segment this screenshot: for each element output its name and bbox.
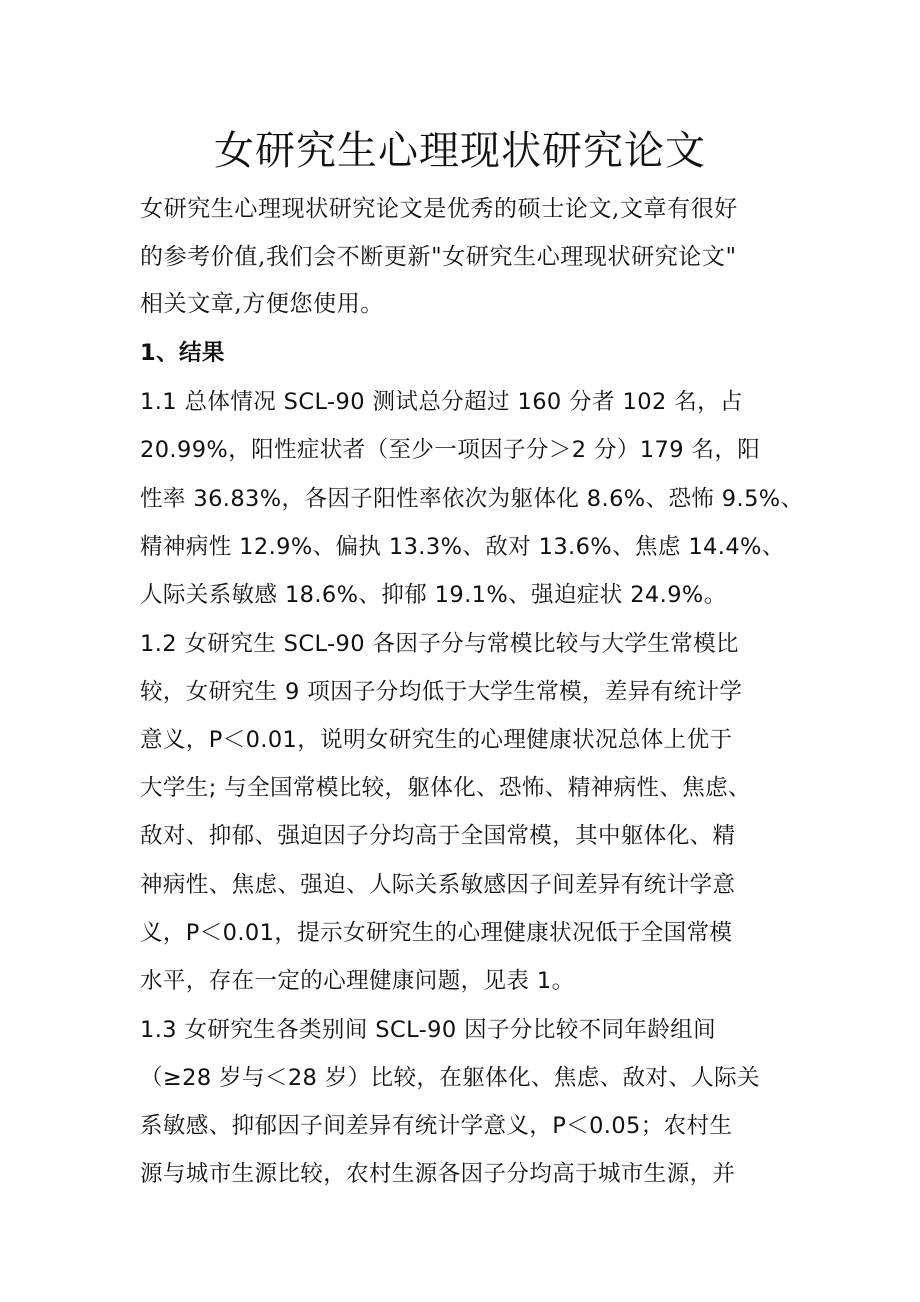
intro-line: 的参考价值,我们会不断更新"女研究生心理现状研究论文": [140, 244, 737, 270]
body-line: 1.2 女研究生 SCL-90 各因子分与常模比较与大学生常模比: [140, 631, 739, 657]
body-line: 大学生; 与全国常模比较，躯体化、恐怖、精神病性、焦虑、: [140, 775, 751, 801]
body-line: （≥28 岁与＜28 岁）比较，在躯体化、焦虑、敌对、人际关: [140, 1065, 760, 1091]
section-heading: 1、结果: [140, 340, 225, 366]
body-line: 意义，P＜0.01，说明女研究生的心理健康状况总体上优于: [140, 727, 733, 753]
body-line: 源与城市生源比较，农村生源各因子分均高于城市生源，并: [140, 1161, 736, 1187]
body-line: 人际关系敏感 18.6%、抑郁 19.1%、强迫症状 24.9%。: [140, 582, 727, 608]
body-line: 义，P＜0.01，提示女研究生的心理健康状况低于全国常模: [140, 920, 733, 946]
body-line: 1.1 总体情况 SCL-90 测试总分超过 160 分者 102 名，占: [140, 389, 743, 415]
body-line: 较，女研究生 9 项因子分均低于大学生常模，差异有统计学: [140, 679, 743, 705]
body-line: 敌对、抑郁、强迫因子分均高于全国常模，其中躯体化、精: [140, 823, 736, 849]
body-line: 1.3 女研究生各类别间 SCL-90 因子分比较不同年龄组间: [140, 1017, 717, 1043]
intro-line: 女研究生心理现状研究论文是优秀的硕士论文,文章有很好: [140, 196, 738, 222]
body-line: 水平，存在一定的心理健康问题，见表 1。: [140, 968, 575, 994]
body-line: 20.99%，阳性症状者（至少一项因子分＞2 分）179 名，阳: [140, 437, 761, 463]
body-line: 精神病性 12.9%、偏执 13.3%、敌对 13.6%、焦虑 14.4%、: [140, 534, 785, 560]
body-line: 系敏感、抑郁因子间差异有统计学意义，P＜0.05；农村生: [140, 1113, 733, 1139]
body-line: 神病性、焦虑、强迫、人际关系敏感因子间差异有统计学意: [140, 872, 736, 898]
document-title: 女研究生心理现状研究论文: [214, 128, 706, 174]
intro-line: 相关文章,方便您使用。: [140, 291, 384, 317]
body-line: 性率 36.83%，各因子阳性率依次为躯体化 8.6%、恐怖 9.5%、: [140, 486, 804, 512]
